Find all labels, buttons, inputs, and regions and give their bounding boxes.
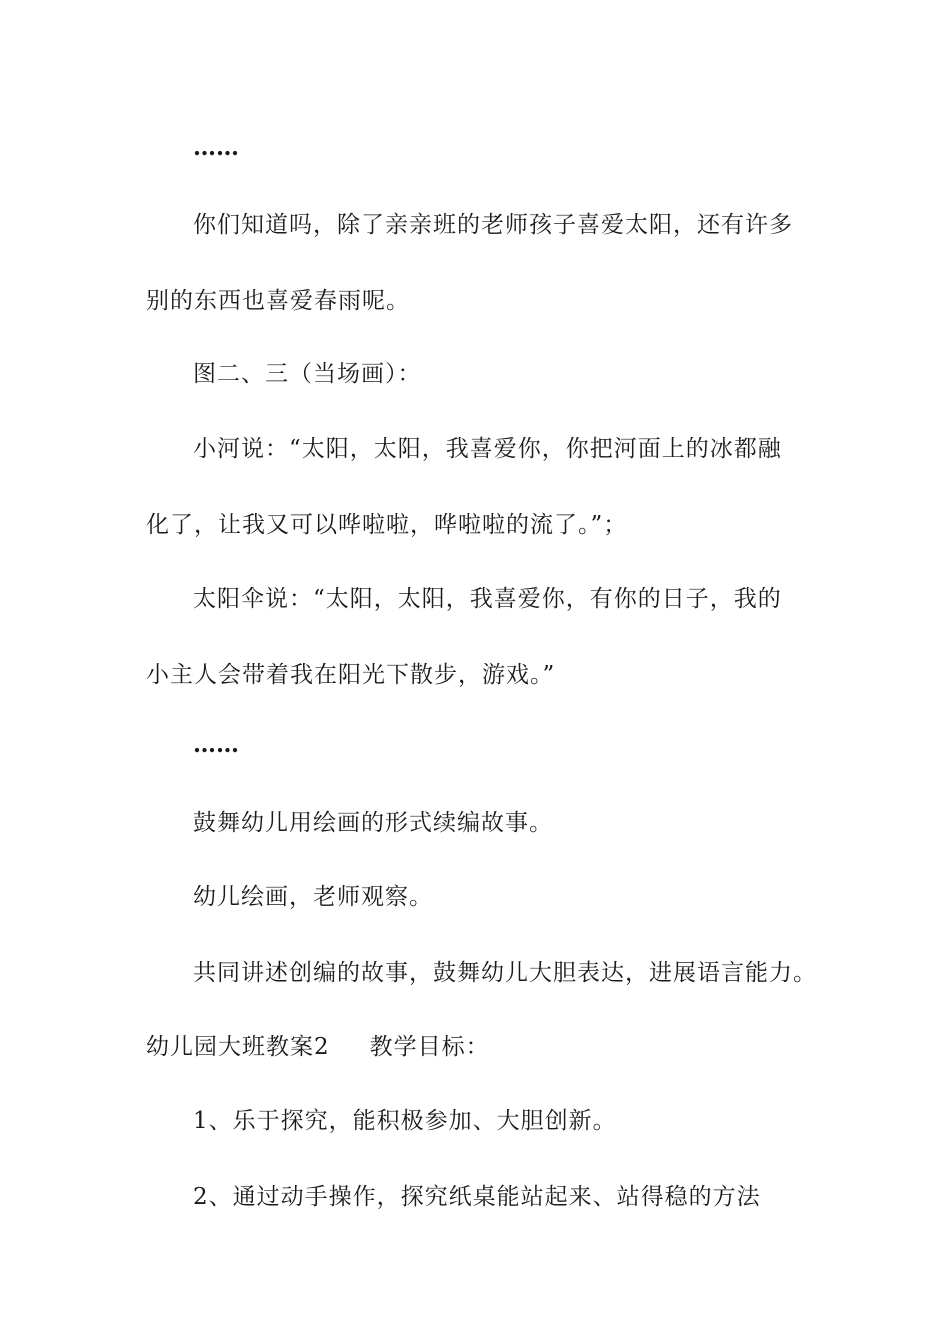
paragraph-line: 你们知道吗，除了亲亲班的老师孩子喜爱太阳，还有许多 [193, 212, 793, 238]
section-heading-line [146, 1032, 816, 1062]
paragraph-line: 小河说：“太阳，太阳，我喜爱你，你把河面上的冰都融 [193, 436, 782, 462]
paragraph-line: 别的东西也喜爱春雨呢。 [146, 288, 410, 314]
paragraph-line: 太阳伞说：“太阳，太阳，我喜爱你，有你的日子，我的 [193, 586, 782, 612]
paragraph-line: 幼儿绘画，老师观察。 [193, 884, 433, 910]
list-item: 2、通过动手操作，探究纸桌能站起来、站得稳的方法 [193, 1184, 761, 1210]
section-title: 幼儿园大班教案2 [146, 1034, 330, 1060]
paragraph-line: 共同讲述创编的故事，鼓舞幼儿大胆表达，进展语言能力。 [193, 960, 817, 986]
section-subtitle: 教学目标： [369, 1034, 490, 1060]
paragraph-line: 化了，让我又可以哗啦啦，哗啦啦的流了。”； [146, 512, 628, 538]
paragraph-line: 图二、三（当场画）： [193, 361, 422, 387]
ellipsis-line: …… [193, 731, 239, 758]
ellipsis-line: …… [193, 134, 239, 161]
paragraph-line: 鼓舞幼儿用绘画的形式续编故事。 [193, 810, 553, 836]
paragraph-line: 小主人会带着我在阳光下散步，游戏。” [146, 662, 556, 688]
list-item: 1、乐于探究，能积极参加、大胆创新。 [193, 1108, 617, 1134]
